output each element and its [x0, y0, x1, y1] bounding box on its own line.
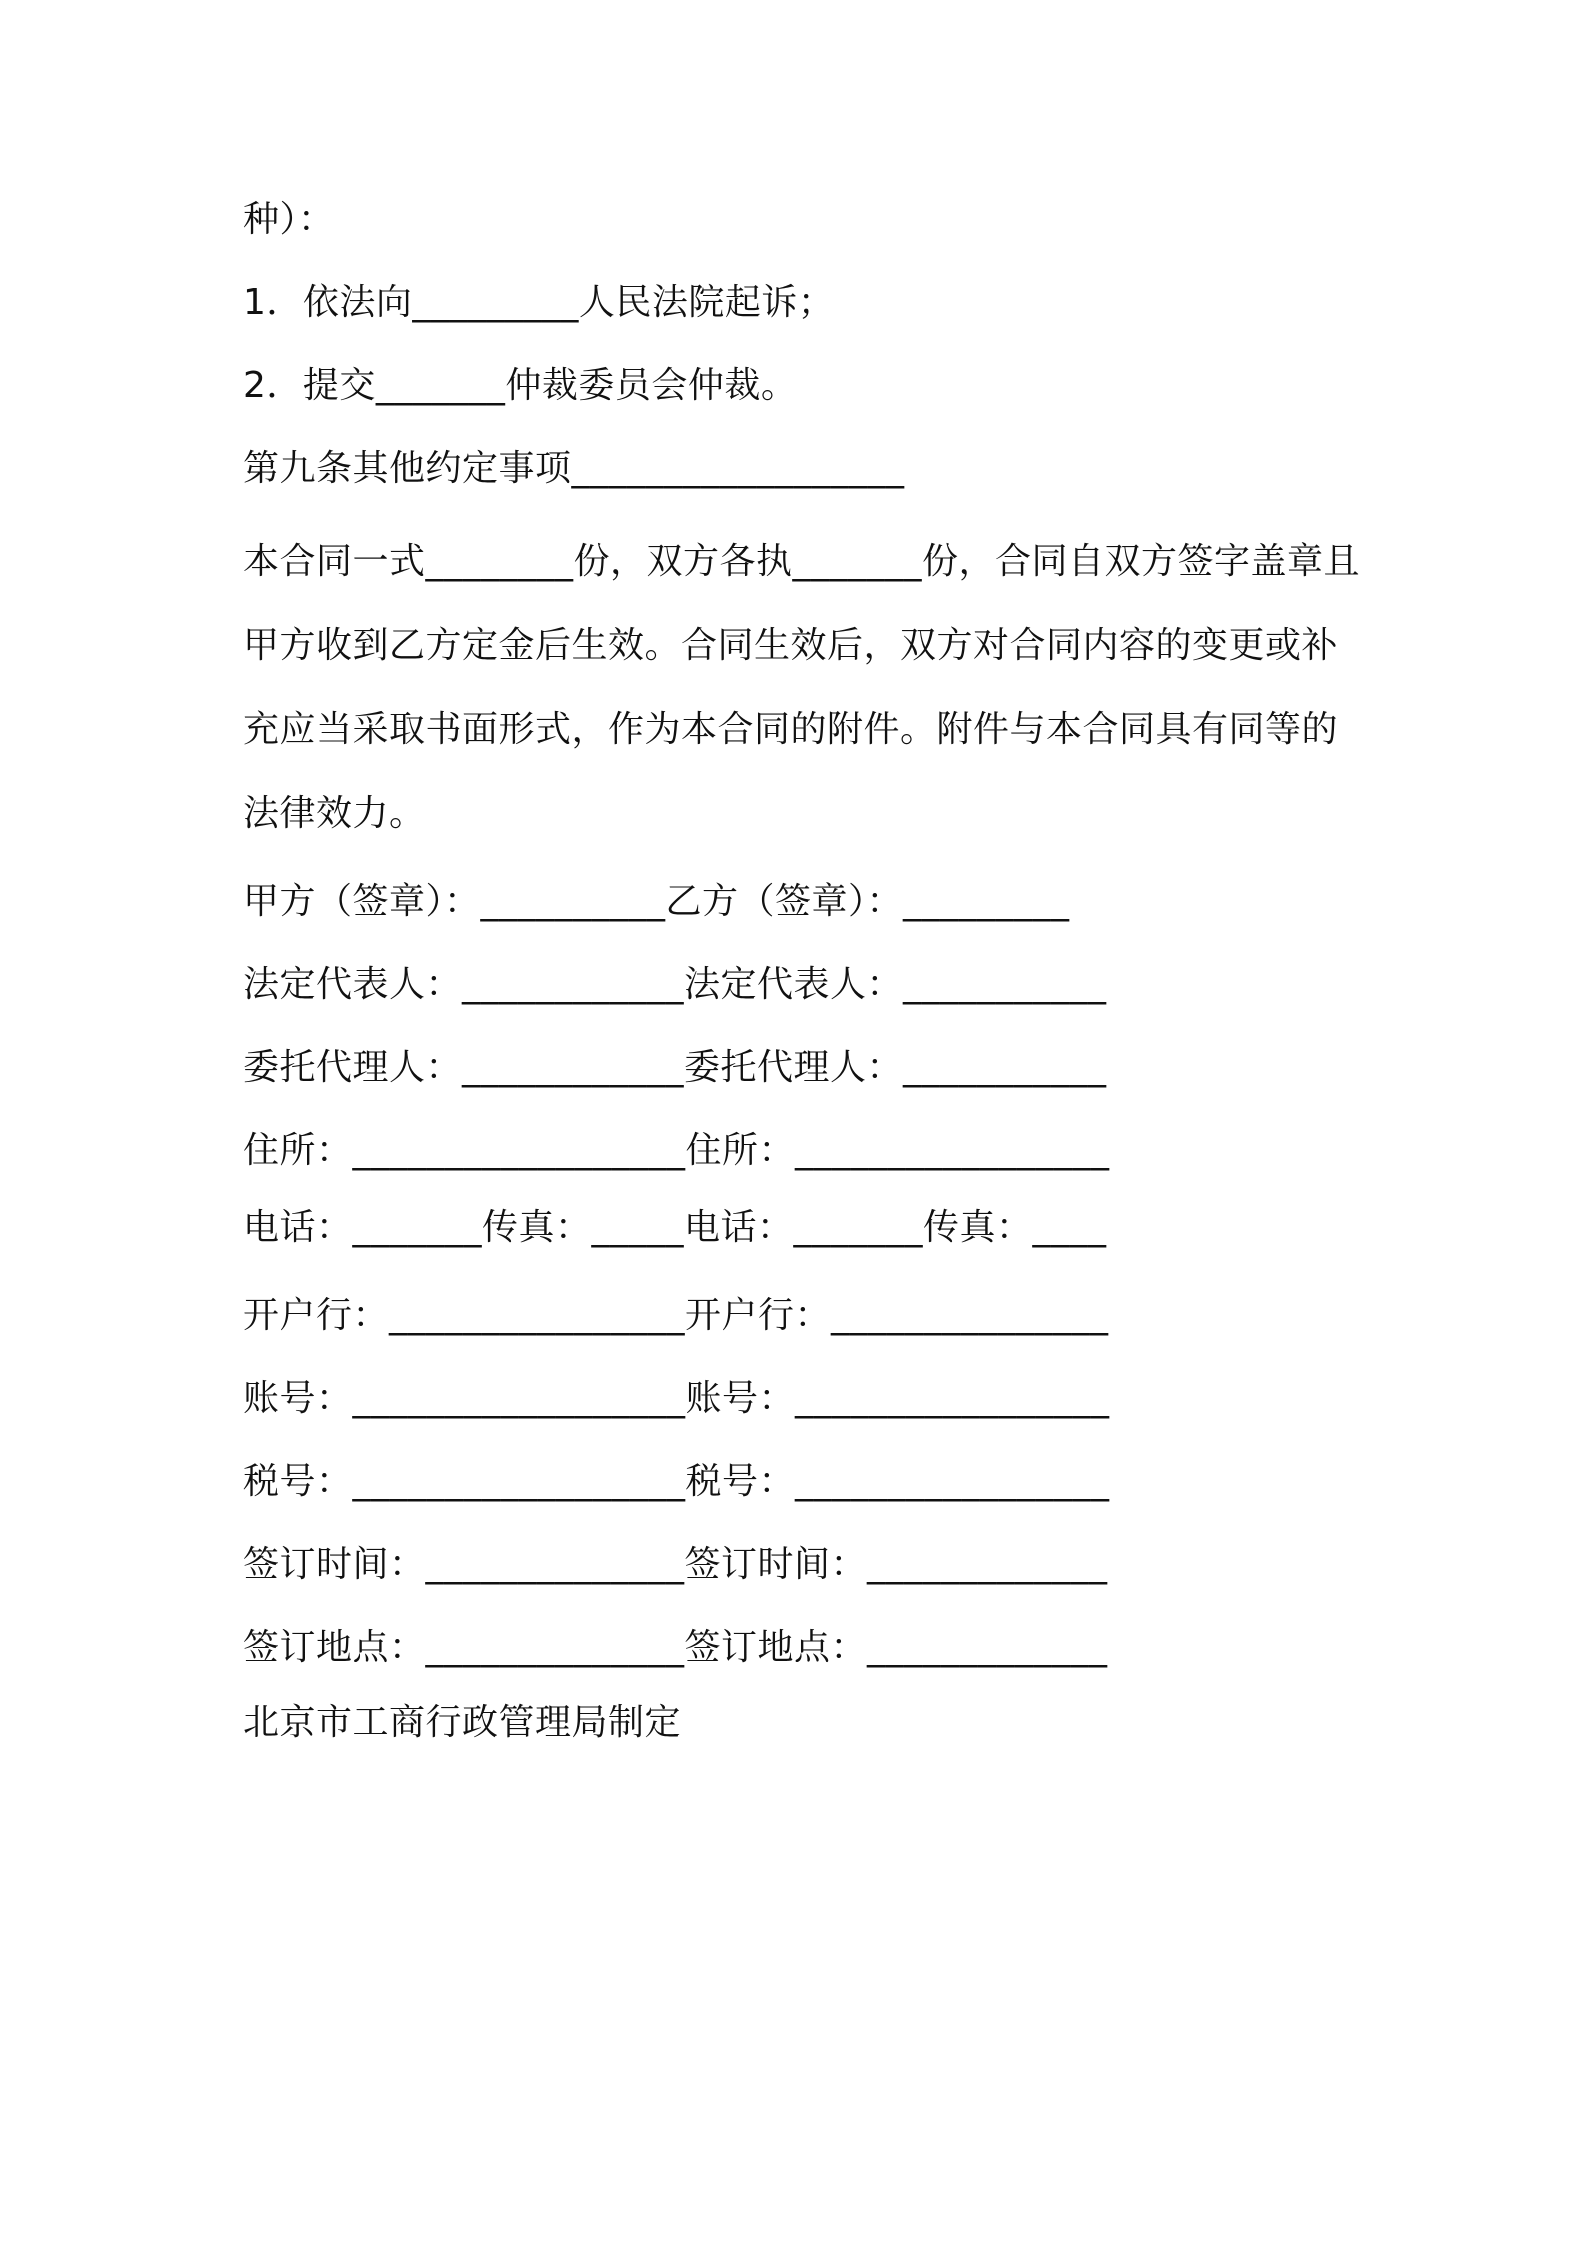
- issuer-footer: 北京市工商行政管理局制定: [243, 1702, 682, 1743]
- signature-time-row: 签订时间：______________签订时间：_____________: [243, 1544, 1108, 1585]
- article-9-other-terms: 第九条其他约定事项__________________: [243, 448, 905, 489]
- closing-paragraph: 本合同一式________份，双方各执_______份，合同自双方签字盖章且甲方收到乙方定金后生效。合同生效后，双方对合同内容的变更或补充应当采取书面形式，作为本合同的附件。附件与本合同具有同等的法律效力。: [243, 541, 1361, 834]
- signature-legal-rep-row: 法定代表人：____________法定代表人：___________: [243, 964, 1107, 1005]
- dispute-option-court: 1．依法向_________人民法院起诉；: [243, 282, 835, 323]
- signature-phone-fax-row: 电话：_______传真：_____电话：_______传真：____: [243, 1207, 1107, 1248]
- signature-bank-row: 开户行：________________开户行：_______________: [243, 1295, 1109, 1336]
- signature-party-seal-row: 甲方（签章）：__________乙方（签章）：_________: [243, 881, 1070, 922]
- dispute-resolution-continuation: 种）：: [243, 199, 335, 240]
- signature-tax-id-row: 税号：__________________税号：_________________: [243, 1461, 1110, 1502]
- signature-place-row: 签订地点：______________签订地点：_____________: [243, 1627, 1108, 1668]
- signature-agent-row: 委托代理人：____________委托代理人：___________: [243, 1047, 1107, 1088]
- signature-account-row: 账号：__________________账号：_________________: [243, 1378, 1110, 1419]
- dispute-option-arbitration: 2．提交_______仲裁委员会仲裁。: [243, 365, 798, 406]
- signature-address-row: 住所：__________________住所：_________________: [243, 1130, 1110, 1171]
